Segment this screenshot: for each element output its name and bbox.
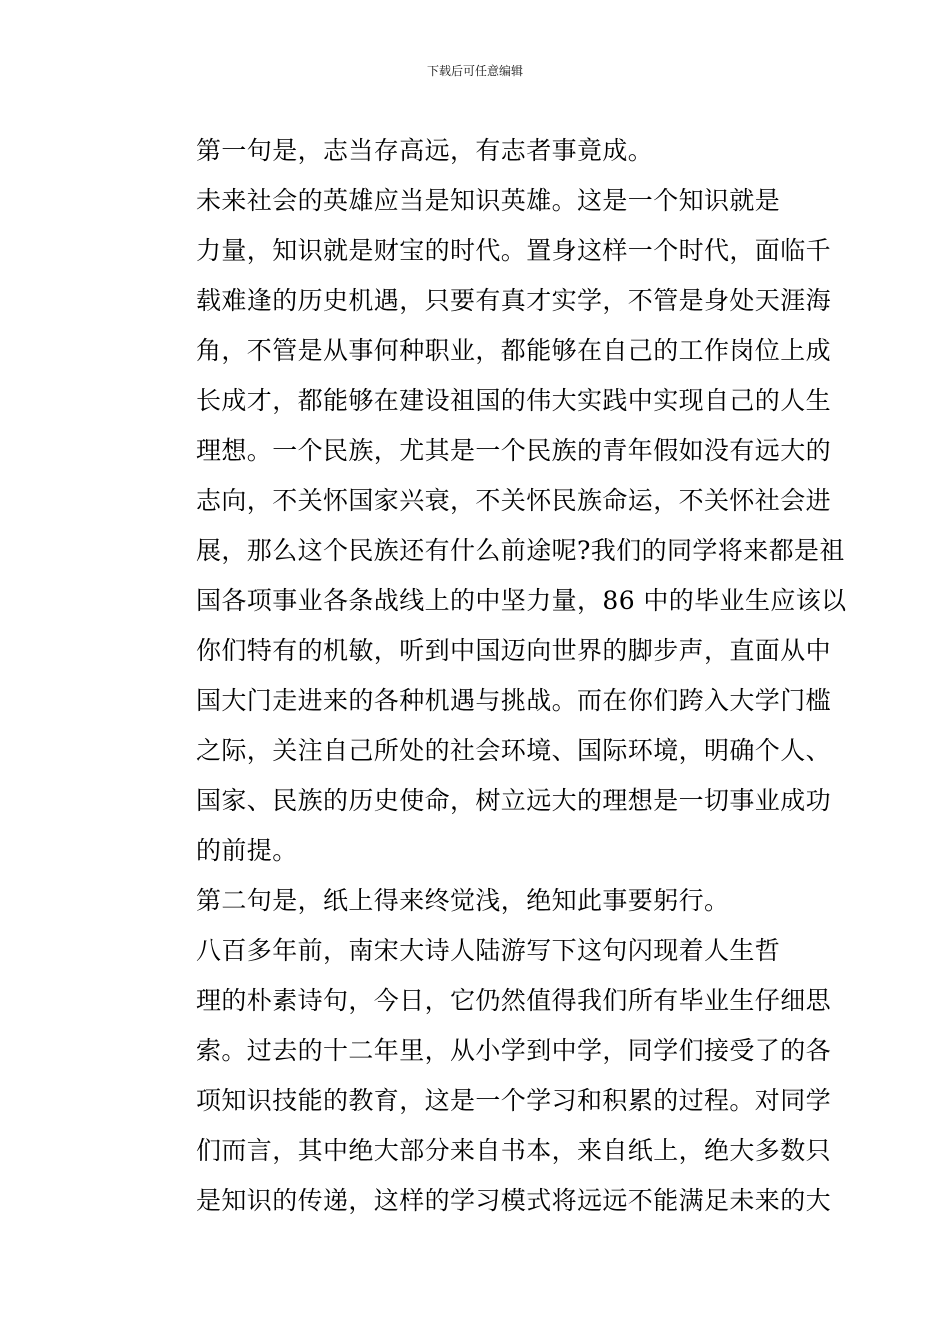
- text-line: 的前提。: [196, 836, 298, 865]
- text-line: 之际，关注自己所处的社会环境、国际环境，明确个人、: [196, 736, 832, 765]
- text-line: 们而言，其中绝大部分来自书本，来自纸上，绝大多数只: [196, 1136, 832, 1165]
- page-header: 下载后可任意编辑: [426, 64, 523, 78]
- text-line: 力量，知识就是财宝的时代。置身这样一个时代，面临千: [196, 236, 832, 265]
- text-line: 是知识的传递，这样的学习模式将远远不能满足未来的大: [196, 1186, 832, 1215]
- text-line: 第二句是，纸上得来终觉浅，绝知此事要躬行。: [196, 886, 730, 915]
- text-line: 未来社会的英雄应当是知识英雄。这是一个知识就是: [196, 186, 781, 215]
- text-line: 国各项事业各条战线上的中坚力量，86 中的毕业生应该以: [196, 586, 847, 615]
- text-line: 国家、民族的历史使命，树立远大的理想是一切事业成功: [196, 786, 832, 815]
- paragraph-2: [146, 176, 847, 876]
- text-line: 志向，不关怀国家兴衰，不关怀民族命运，不关怀社会进: [196, 486, 832, 515]
- text-line: 角，不管是从事何种职业，都能够在自己的工作岗位上成: [196, 336, 832, 365]
- document-body: [146, 126, 847, 1226]
- text-line: 展，那么这个民族还有什么前途呢?我们的同学将来都是祖: [196, 536, 845, 565]
- text-line: 理想。一个民族，尤其是一个民族的青年假如没有远大的: [196, 436, 832, 465]
- text-line: 理的朴素诗句，今日，它仍然值得我们所有毕业生仔细思: [196, 986, 832, 1015]
- text-line: 你们特有的机敏，听到中国迈向世界的脚步声，直面从中: [196, 636, 832, 665]
- text-line: 八百多年前，南宋大诗人陆游写下这句闪现着人生哲: [196, 936, 781, 965]
- paragraph-4: [146, 926, 832, 1226]
- paragraph-3: [146, 876, 806, 926]
- text-line: 项知识技能的教育，这是一个学习和积累的过程。对同学: [196, 1086, 832, 1115]
- text-line: 国大门走进来的各种机遇与挑战。而在你们跨入大学门槛: [196, 686, 832, 715]
- text-line: 索。过去的十二年里，从小学到中学，同学们接受了的各: [196, 1036, 832, 1065]
- text-line: 载难逢的历史机遇，只要有真才实学，不管是身处天涯海: [196, 286, 832, 315]
- paragraph-1: [146, 126, 806, 176]
- text-line: 长成才，都能够在建设祖国的伟大实践中实现自己的人生: [196, 386, 832, 415]
- text-line: 第一句是，志当存高远，有志者事竟成。: [196, 136, 654, 165]
